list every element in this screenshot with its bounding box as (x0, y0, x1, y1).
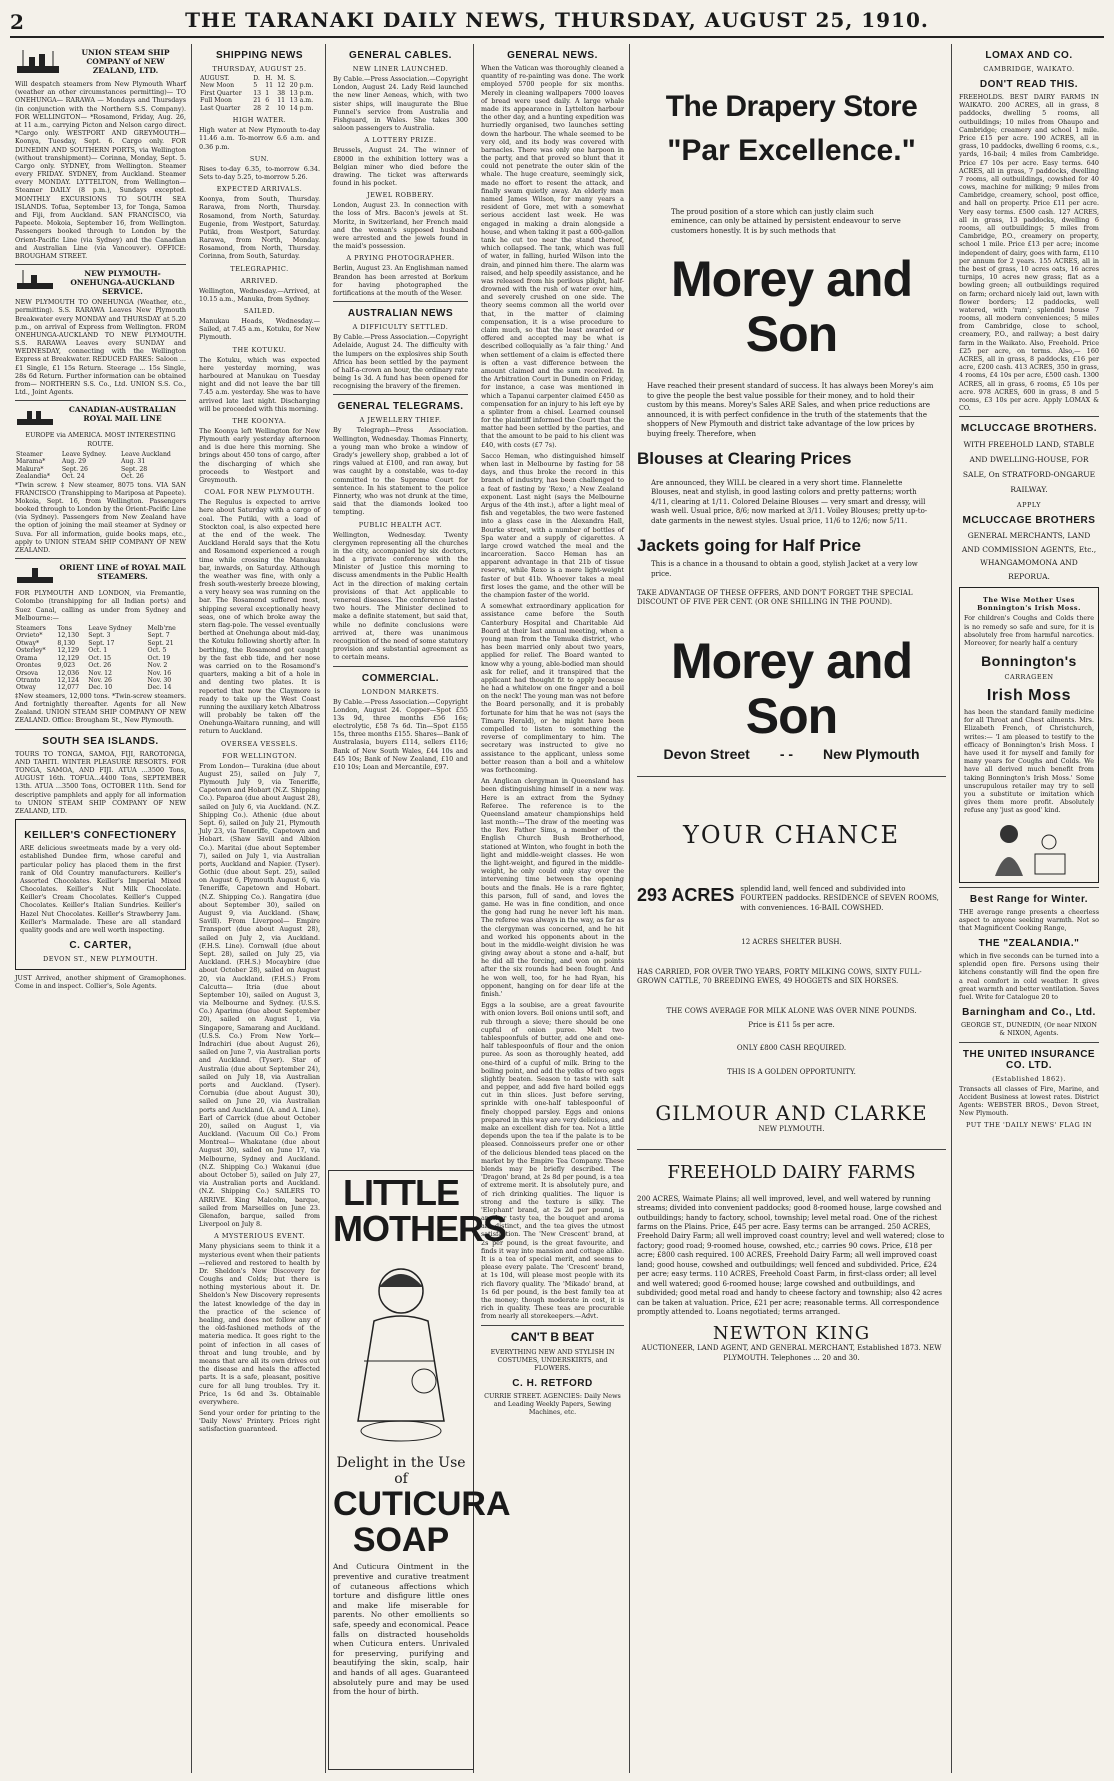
oversea-subheading: FOR WELLINGTON. (222, 751, 297, 760)
keiller-sign: C. CARTER, (69, 940, 132, 952)
table-cell: Oct. 26 (88, 662, 112, 670)
table-row (15, 640, 186, 647)
shelter-bush: 12 ACRES SHELTER BUSH. (741, 938, 842, 947)
table-cell: Zealandia* (16, 473, 51, 481)
keiller-ad (15, 819, 186, 970)
footer-flag-text: PUT THE 'DAILY NEWS' FLAG IN (966, 1121, 1092, 1130)
table-cell: H. (265, 75, 273, 82)
cuticura-ad (328, 1170, 511, 1770)
divider (333, 301, 468, 302)
health-heading: PUBLIC HEALTH ACT. (358, 520, 443, 529)
divider (637, 1149, 946, 1150)
divider (15, 729, 186, 730)
column-shipping-ads (10, 44, 192, 1773)
table-cell: Sept. 3 (88, 632, 111, 640)
table-cell: Leave Auckland (121, 450, 171, 458)
canadian-ad-text: EUROPE via AMERICA. MOST INTERESTING ROUTE. (25, 431, 176, 448)
np-ad-text: NEW PLYMOUTH TO ONEHUNGA (Weather, etc., permitting). S.S. RARAWA Leaves New Plymouth Breakwater every MONDAY and THURSDAY at 5.20 p.m., on arrival of Express from Wellington. FROM ONEHUNGA-AUCKLAND TO NEW PLYMOUTH. S.S. RARAWA Leaves every SUNDAY and WEDNESDAY, connecting with the Wellington Express at Breakwater. REDUCED FARES: Saloon ... £1 Single, £1 15s Return. Steerage ... 15s Single, 28s 6d Return. Further information can be obtained from— NORTHERN S.S. Co., Ltd. UNION S.S. Co., Ltd., Joint Agents. (15, 298, 186, 397)
mysterious-heading: A MYSTERIOUS EVENT. (214, 1232, 305, 1241)
average-text: THE COWS AVERAGE FOR MILK ALONE WAS OVER NINE POUNDS. (666, 1006, 917, 1015)
keiller-title: KEILLER'S CONFECTIONERY (24, 830, 177, 842)
cuticura-brand: CUTICURA SOAP (333, 1485, 511, 1559)
freehold-heading: FREEHOLD DAIRY FARMS (667, 1161, 916, 1183)
jackets-heading: Jackets going for Half Price (637, 536, 861, 556)
column-general-news (476, 44, 630, 1773)
united-insurance-heading: THE UNITED INSURANCE CO. LTD. (962, 1048, 1096, 1071)
table-row (199, 97, 320, 104)
jewel-text: London, August 23. In connection with the loss of Mrs. Bacon's jewels at St. Moritz, in Switzerland, her French maid and the woman's supposed husband were arrested and the jewels found in the maid's possession. (333, 201, 468, 251)
thief-text: By Telegraph—Press Association. Wellington, Wednesday. Thomas Finnerty, a young man who broke a window of Grady's jewellery shop, grabbed a lot of rings valued at £100, and ran away, but was caught by a constable, was to-day committed to the Supreme Court for sentence. In his statement to the police Finnerty, who was not drunk at the time, said that the diamonds looked too tempting. (333, 426, 468, 517)
general-news-text-3: A somewhat extraordinary application for assistance came before the South Canterbury Hospital and Charitable Aid Board at their last annual meeting, when a young man from the Temuka district, who has been married only about two years, applied for relief. The Board wanted to know why a young, able-bodied man should ask for relief, and it transpired that the applicant had thought fit to apply because he had a whitelow on one finger and a boil on the neck! The young man was not before the Board personally, and it is probably fortunate for him that he was not (says the Timaru Herald), or he might have been compelled to listen to something the reverse of complimentary to him. The secretary was instructed to give no assistance to the applicant, unless some better reason than a boil and a whitelow was forthcoming. (481, 602, 624, 774)
retford-address: CURRIE STREET. AGENCIES: Daily News and Leading Weekly Papers, Sewing Machines, etc. (484, 1392, 621, 1417)
general-news-text-5: Eggs a la soubise, are a great favourite with onion lovers. Boil onions until soft, and rub through a sieve; there should be one cupful of onion puree. Melt two tablespoonfuls of butter, add one and one-half tablespoonfuls of flour and the onion puree. As soon as thoroughly heated, add one-third of a cupful of milk. Bring to the boiling point, and add the yolks of two eggs slightly beaten. Season to taste with salt and pepper, and add five hard boiled eggs cut in thin slices. Just before serving, sprinkle with one-half tablespoonful of finely chopped parsley. Eggs and onions prepared in this way are very delicious, and make an excellent dish for tea. Not a little depends upon the tea if the palate is to be pleased. Connoisseurs prefer one or other of the delicious blended teas placed on the market by the Empire Tea Company. These blends may be briefly described. The 'Dragon' brand, at 2s 8d per pound, is a tea of extreme merit. It is absolutely pure, and of rich drinking qualities. The liquor is strong and the texture is silky. The 'Elephant' brand, at 2s 2d per pound, is another tasty tea, the bouquet and aroma are distinct, and the tea gives the utmost satisfaction. The 'New Crescent' brand, at 2s per pound, is the great favourite, and finds it way into mansion and cottage alike. It is a tea of special merit, and seems to please every palate. The 'Crescent' brand, at 1s 10d, will please most people with its rich flavory quality. The 'Mikado' brand, at 1s 6d per pound, is the best family tea at the money; though moderate in cost, it is rich in quality. These teas are procurable from nearly all storekeepers.—Advt. (481, 1001, 624, 1321)
table-cell: 28 (253, 104, 262, 112)
divider (333, 666, 468, 667)
mccluggage-apply: APPLY (1016, 501, 1042, 510)
divider (15, 264, 186, 265)
table-row (15, 647, 186, 654)
table-cell: S. (289, 75, 296, 82)
table-cell: Sept. 7 (147, 632, 170, 640)
newton-king-name: NEWTON KING (712, 1323, 871, 1345)
difficulty-heading: A DIFFICULTY SETTLED. (352, 323, 449, 332)
liner-heading: NEW LINER LAUNCHED. (352, 65, 449, 73)
divider (959, 416, 1099, 417)
canadian-sailings-table (15, 451, 186, 481)
table-cell: 11 (277, 97, 286, 105)
zealandia-heading: THE "ZEALANDIA." (978, 938, 1080, 950)
newton-king-text: AUCTIONEER, LAND AGENT, AND GENERAL MERCHANT, Established 1873. NEW PLYMOUTH. Telephones ... 20 and 30. (641, 1344, 942, 1362)
general-news-text-2: Sacco Heman, who distinguished himself when last in Melbourne by fasting for 58 days, and thus broke the record in this branch of industry, has been challenged to a feat of fasting by 'Rexo,' a New Zealand exponent. Last night (says the Melbourne Argus of the 4th inst.), after a light meal of fish and vegetables, the two were fastened into a glass case in the Alexandra Hall, Bourke street, with a number of bottles of Spa water and a supply of cigarettes. A large crowd watched the meal and the incarceration. Sacco Heman has an apparent advantage in that 21b of tissue reserve, while Rexo is a mere light-weight faster of but 41b. Whoever takes a meal first loses the game, and the other will be the champion faster of the world. (481, 451, 624, 599)
canadian-ad-title: CANADIAN-AUSTRALIAN ROYAL MAIL LINE (68, 405, 177, 424)
table-row (15, 670, 186, 677)
expected-text: Koonya, from South, Thursday. Rarawa, from North, Thursday. Rosamond, from North, Saturday. Eugenie, from Westport, Saturday. Putiki, from Westport, Saturday. Rarawa, from North, Monday. Rosamond, from North, Thursday. Corinna, from South, Saturday. (199, 195, 320, 261)
table-cell: 9,023 (57, 662, 76, 670)
table-cell: 12,129 (57, 647, 80, 655)
table-row (15, 473, 186, 480)
table-cell: Orvieto* (16, 632, 43, 640)
table-cell: Nov. 16 (147, 669, 172, 677)
table-cell: 20 p.m. (289, 82, 314, 90)
address-separator: - - (779, 745, 794, 762)
koonya-text: The Koonya left Wellington for New Plymouth early yesterday afternoon and is due here this morning. She brings about 450 tons of cargo, after the discharging of which she proceeds to Westport and Greymouth. (199, 426, 320, 484)
arrived-text: Wellington, Wednesday.—Arrived, at 10.15 a.m., Manuka, from Sydney. (199, 286, 320, 303)
table-cell: 12 (277, 82, 286, 90)
shipping-date: THURSDAY, AUGUST 25. (212, 65, 307, 73)
table-cell: Aug. 31 (121, 458, 146, 466)
coal-text: The Regulus is expected to arrive here about Saturday with a cargo of coal. The Putiki, with a load of Stockton coal, is also expected here at the end of the week. The Auckland Herald says that the Kotu and Rosamond experienced a rough time while crossing the Manukau bar, inwards, on Saturday. Although the weather was fine, with only a fresh south-westerly breeze blowing, a very heavy sea was running on the bar. The Rosamond suffered most, shipping several exceptionally heavy seas, one of which broke away the stern flag-pole. The vessel eventually berthed at Onehunga about mid-day, the Kotuku following shortly after. In berthing, the Rosamond got caught by the fast ebb tide, and her nose was carried on to the Rosamond's quarters, making a bit of a hole in and denting two plates. It is reported that now the Claymore is ready to take up the West Coast running the auxiliary ketch Albatross will probably be taken off the Onehunga-Waitara running, and will return to Auckland. (199, 498, 320, 736)
retford-name: C. H. RETFORD (512, 1378, 593, 1390)
range-heading: Best Range for Winter. (969, 893, 1089, 905)
divider (959, 887, 1099, 888)
lomax-heading: LOMAX AND CO. (985, 50, 1073, 61)
lomax-sub: CAMBRIDGE, WAIKATO. (983, 65, 1075, 73)
table-cell: Oct. 1 (88, 647, 108, 655)
table-header-row (15, 625, 186, 632)
mccluggage-heading-2: MCLUCCAGE BROTHERS (962, 515, 1096, 527)
column-land-ads (954, 44, 1104, 1773)
steamship-icon (15, 563, 55, 587)
table-row (199, 90, 320, 97)
table-cell: Last Quarter (200, 104, 241, 112)
acres-text: splendid land, well fenced and subdivided into FOURTEEN paddocks. RESIDENCE of SEVEN ROOMS, with conveniences. 16-BAIL COWSHED. (740, 884, 939, 912)
table-cell: Melb'rne (147, 624, 176, 632)
table-cell: Orontes (16, 662, 42, 670)
table-cell: 6 (265, 97, 270, 105)
moss-top: The Wise Mother Uses Bonnington's Irish Moss. (977, 596, 1081, 613)
new-plymouth: New Plymouth (823, 745, 920, 762)
mccluggage-text: WITH FREEHOLD LAND, STABLE AND DWELLING-HOUSE, FOR SALE, On STRATFORD-ONGARUE RAILWAY. (962, 440, 1096, 495)
table-cell: Dec. 14 (147, 684, 172, 692)
table-cell: Oct. 19 (147, 654, 171, 662)
general-telegrams-heading: GENERAL TELEGRAMS. (337, 401, 464, 413)
sailed-text: Manukau Heads, Wednesday.—Sailed, at 7.45 a.m., Kotuku, for New Plymouth. (199, 317, 320, 342)
united-text: Transacts all classes of Fire, Marine, and Accident Business at lowest rates. District Agents: WEBSTER BROS., Devon Street, New Plymouth. (959, 1084, 1099, 1118)
divider (15, 400, 186, 401)
canadian-ad-notes: *Twin screw. ‡ New steamer, 8075 tons. VIA SAN FRANCISCO (Transhipping to Mariposa at Papeete). Mokoia, Sept. 16, from Wellington. Passengers booked through to London by the Orient-Pacific Line (via Sydney). Passengers from New Zealand have the option of joining the mail steamer at Sydney or Suva. For all information, guide books maps, etc., apply to UNION STEAM SHIP COMPANY OF NEW ZEALAND. (15, 480, 186, 554)
photographer-text: Berlin, August 23. An Englishman named Brandon has been arrested at Borkum for having photographed the fortifications at the mouth of the Weser. (333, 264, 468, 297)
table-cell: 12,130 (57, 632, 80, 640)
barningham-address: GEORGE ST., DUNEDIN, (Or near NIXON & NIXON, Agents. (960, 1021, 1098, 1038)
golden-text: THIS IS A GOLDEN OPPORTUNITY. (727, 1067, 856, 1076)
table-cell: 12,129 (57, 654, 80, 662)
table-cell: Osterley* (16, 647, 46, 655)
gilmour-address: NEW PLYMOUTH. (758, 1125, 825, 1134)
union-ad-header (15, 48, 186, 78)
keiller-address: DEVON ST., NEW PLYMOUTH. (43, 955, 158, 964)
zealandia-text: which in five seconds can be turned into a splendid open fire. Persons using their kitchens constantly will find the open fire a real comfort in cold weather. It gives great warmth and better ventilation. Saves fuel. Write for Catalogue 20 to (959, 952, 1099, 1001)
table-cell: Aug. 29 (61, 458, 87, 466)
arrived-heading: ARRIVED. (240, 276, 279, 285)
sailed-heading: SAILED. (243, 307, 276, 315)
table-cell: Sept. 28 (121, 465, 148, 473)
jackets-text: This is a chance in a thousand to obtain a good, stylish Jacket at a very low price. (651, 560, 918, 578)
steamship-icon (15, 269, 55, 293)
gramophone-ad: JUST Arrived, another shipment of Gramophones. Come in and inspect. Collier's, Sole Agents. (15, 974, 186, 991)
telegraphic-heading: TELEGRAPHIC. (230, 264, 289, 273)
cuticura-text: And Cuticura Ointment in the preventive and curative treatment of cutaneous affections which torture and disfigure little ones and make life miserable for parents. No other emollients so safe, speedy and economical. Peace falls on distracted households when Cuticura enters. Unrivaled for preserving, purifying and beautifying the skin, scalp, hair and hands of all ages. Guaranteed absolutely pure and may be used from the hour of birth. (333, 1562, 469, 1697)
orient-ad-header (15, 563, 186, 587)
cant-be-beat-text: EVERYTHING NEW AND STYLISH IN COSTUMES, UNDERSKIRTS, and FLOWERS. (490, 1347, 615, 1372)
liner-text: By Cable.—Press Association.—Copyright London, August 24. Lady Reid launched the new liner Aeneas, which, with two sister ships, will inaugurate the Blue Funnel's service from Australia and Fishguard, in Wales. She takes 300 saloon passengers to Australia. (333, 75, 468, 133)
lottery-heading: A LOTTERY PRIZE. (364, 136, 437, 145)
oversea-heading: OVERSEA VESSELS. (220, 739, 299, 748)
drapery-intro: The proud position of a store which can justly claim such eminence, can only be attained by persistent endeavour to serve customers honestly. It is by such methods that (671, 208, 901, 235)
south-sea-text: TOURS TO TONGA, SAMOA, FIJI, RAROTONGA, AND TAHITI. WINTER PLEASURE RESORTS. FOR TONGA, SAMOA, AND FIJI. ATUA ...3500 Tons, AUGUST 16th. TOFUA...4400 Tons, SEPTEMBER 13th. ATUA ...3500 Tons, OCTOBER 11th. Send for descriptive pamphlets and apply for all information to UNION STEAM SHIP COMPANY OF NEW ZEALAND, LTD. (15, 749, 186, 815)
table-cell: 12,124 (57, 677, 80, 684)
union-ad-title: UNION STEAM SHIP COMPANY of NEW ZEALAND, LTD. (81, 48, 170, 75)
moss-name: Irish Moss (986, 687, 1072, 705)
table-cell: Nov. 30 (147, 677, 172, 684)
moss-text: has been the standard family medicine for all Throat and Chest ailments. Mrs. Elizabeth French, of Christchurch, writes:— 'I am pleased to testify to the efficacy of Bonnington's Irish Moss. I have used it for myself and family for many years for Coughs and Colds. We have all derived much benefit from taking Bonnington's Irish Moss.' Some unscrupulous retailer may try to sell you a substitute or imitation which gives them more profit. Absolutely refuse any 'just as good' kind. (964, 708, 1094, 815)
lottery-text: Brussels, August 24. The winner of £8000 in the exhibition lottery was a Belgian miner who died before the drawing. The ticket was afterwards found in his pocket. (333, 146, 468, 188)
photographer-heading: A PRYING PHOTOGRAPHER. (346, 254, 455, 263)
cuticura-sub: Delight in the Use of (336, 1455, 466, 1487)
acres-row (637, 885, 946, 918)
health-text: Wellington, Wednesday. Twenty clergymen representing all the churches in the city, accompanied by six doctors, had a private conference with the Minister of Justice this morning to discuss amendments in the Public Health Act in the direction of making certain provisions of that Act applicable to venereal diseases. The conference lasted two hours. The Minister declined to make a definite statement, but said that, while no definite conclusions were arrived at, there was unanimous recognition of the need of some statutory provision and substantial agreement as to certain means. (333, 530, 468, 662)
table-cell: Makura* (16, 465, 44, 473)
kotuku-text: The Kotuku, which was expected here yesterday morning, was harboured at Manukau on Tuesday night and did not leave the bar till 7.45 a.m. yesterday. She was to have arrived late last night. Discharging will be proceeded with this morning. (199, 355, 320, 413)
divider (959, 1042, 1099, 1043)
general-cables-heading: GENERAL CABLES. (349, 50, 452, 61)
table-cell: 12,036 (57, 669, 80, 677)
table-cell: Steamer (16, 450, 43, 458)
keiller-text: ARE delicious sweetmeats made by a very old-established Dundee firm, whose careful and particular policy has placed them in the first rank of Old Country manufacturers. Keiller's Assorted Chocolates. Keiller's Imperial Mixed Chocolates. Keiller's Nut Milk Chocolate. Keiller's Cream Chocolates. Keiller's Cupped Chocolates. Keiller's Italian Sundries. Keiller's Hazel Nut Chocolates. Keiller's Strawberry Jam. Keiller's Marmalade. These are all standard quality goods and are well worth inspecting. (20, 844, 181, 934)
table-cell: 8,130 (57, 639, 76, 647)
barningham-name: Barningham and Co., Ltd. (962, 1007, 1096, 1019)
table-cell: Sept. 17 (88, 639, 115, 647)
table-cell: Otway* (16, 639, 40, 647)
lomax-text: FREEHOLDS. BEST DAIRY FARMS IN WAIKATO. 200 ACRES, all in grass, 8 paddocks, dwelling 5 rooms, all outbuildings; 10 miles from Ohaupo and Cambridge; creamery and school 1 mile. Price £15 per acre. 190 ACRES, all in grass, 10 paddocks, dwelling 6 rooms, c.s., yards, 16-bail; 4 miles from Cambridge. Price £7 10s per acre. Easy terms. 640 ACRES, all in grass, 7 paddocks, dwelling 7 rooms, all outbuildings, cowshed for 40 cows, machine for milking; 9 miles from Cambridge, creamery, school, post office, and hall on property. Price £11 per acre. Very easy terms. £500 cash. 127 ACRES, all in grass, 13 paddocks, dwelling 6 rooms, all outbuildings; 5 miles from Cambridge, P.O., creamery on property, school 1 mile. Price £13 per acre; income independent of dairy, goes with farm, £110 per annum for 2 years. 155 ACRES, all in the best of grass, 10 acres oats, 16 acres turnips, 10 acres new grass; flat as a bowling green; all outbuildings required on farm; orchard nicely laid out, lawn with flower borders; 12 paddocks, well watered, with 'ram'; splendid house 7 rooms, all modern conveniences; 5 miles from Cambridge, close to school, creamery, P.O., and railway; a best dairy farm in the Waikato. Also, Freehold. Price £25 per acre, on terms. Also,— 160 ACRES, all in grass, 8 paddocks, £16 per acre, £200 cash. 413 ACRES, 350 in grass, 4 rooms, £4 10s per acre, £500 cash. 1300 ACRES, all in grass, 6 rooms, £5 10s per acre. 978 ACRES, 600 in grass, 8 and 5 rooms, £3 10s per acre. Apply LOMAX & CO. (959, 93, 1099, 413)
par-excellence-headline: "Par Excellence." (667, 134, 916, 167)
table-cell: 14 p.m. (289, 104, 314, 112)
mysterious-text: Many physicians seem to think it a mysterious event when their patients—relieved and restored to health by Dr. Sheldon's New Discovery for Coughs and Colds; but there is nothing mysterious about it. Dr. Sheldon's New Discovery represents the latest knowledge of the day in the practice of the science of healing, and does not follow any of the old-fashioned methods of the materia medica. It goes right to the point of infection in all cases of throat and lung trouble, and by means that are all its own drives out the disease and heals the affected parts. It is a safe, pleasant, positive cure for all lung troubles. Try it. Price, 1s 6d and 3s. Obtainable everywhere. (199, 1242, 320, 1406)
farms-text: 200 ACRES, Waimate Plains; all well improved, level, and well watered by running streams; divided into convenient paddocks; good 8-roomed house, large cowshed and outbuildings; handy to factory, school, township; level metal road. One of the richest farms on the Plains. Price, £45 per acre. Easy terms can be arranged. 250 ACRES, Freehold Dairy Farm; all well improved coast country; level and well watered; close to factory; good road; 9-roomed house, cowshed, etc.; carries 90 cows. Price, £18 per acre; £800 cash required. 100 ACRES, Freehold Dairy Farm; all well improved coast land; good house, cowshed and outbuildings; well fenced and subdivided. Price, £24 per acre; easy terms. 110 ACRES, Freehold Coast Farm, in first-class order; all level and well watered; good 6-roomed house; large cowshed and outbuildings, and subdivided; good metal road and handy to cheese factory and township; also 42 acres can be taken at valuation. Price, £21 per acre; reasonable terms. All correspondence promptly attended to. Loans negotiated; terms arranged. (637, 1194, 945, 1316)
commercial-heading: COMMERCIAL. (361, 672, 440, 684)
general-news-heading: GENERAL NEWS. (507, 50, 598, 61)
table-header-row (199, 75, 320, 82)
australian-news-heading: AUSTRALIAN NEWS (347, 308, 454, 320)
table-cell: 13 p.m. (289, 89, 314, 97)
jewel-heading: JEWEL ROBBERY. (367, 191, 434, 200)
table-cell: Oct. 26 (121, 473, 144, 481)
table-cell: 12,077 (57, 684, 80, 692)
divider (15, 558, 186, 559)
table-cell: Nov. 12 (88, 669, 112, 677)
table-cell: Marama* (16, 458, 46, 466)
steamship-icon (15, 405, 55, 429)
table-cell: Nov. 26 (88, 677, 112, 684)
london-markets-text: By Cable.—Press Association.—Copyright London, August 24. Copper—Spot £55 13s 9d, three months £56 16s; electrolytic, £58 7s 6d. Tin—Spot £155 15s, three months £155. Shares—Bank of Australasia, buyers £114, sellers £116; Bank of New South Wales, £44 10s and £45 10s; Bank of New Zealand, £10 and £10 10s; Loan and Mercantile, £97. (333, 697, 468, 771)
oversea-text: From London— Turakina (due about August 25), sailed on July 7, Plymouth July 9, via Teneriffe, Capetown and Hobart (N.Z. Shipping Co.). Paparoa (due about August 28), sailed on July 6, via Auckland. (N.Z. Shipping Co.). Athenic (due about Sept. 6), sailed on July 21, Plymouth July 23, via Teneriffe, Capetown and Hobart. (Shaw Savill and Albion Co.). Maritai (due about September 7), sailed on July 1, via Australian ports, Auckland and Napier. (Tyser). Gothic (due about Sept. 25), sailed on August 6, Plymouth August 6, via Teneriffe, Capetown and Hobart. (N.Z. Shipping Co.). Rangatira (due about September 30), sailed on August 9, via Auckland. (Shaw, Savill). From Liverpool— Empire Transport (due about August 28), sailed on July 2, via Auckland. (F.H.S. Line). Cornwall (due about Sept. 28), sailed on July 25, via Auckland. (F.H.S.) Mocaybire (due about October 28), sailed on August 20, via Auckland. (F.H.S.) From Calcutta— Itria (due about September 10), sailed on August 3, via Melbourne and Sydney. (U.S.S. Co.) Aparima (due about September 20), sailed on August 1, via Singapore, Samarang and Auckland. (U.S.S. Co.) From New York— Indrachiri (due about August 26), sailed on June 7, via Australian ports and Auckland. (Tyser). Star of Australia (due about September 24), sailed on July 18, via Australian ports and Auckland. (Tyser). Cornubia (due about August 30), sailed on June 20, via Australian ports and Auckland. (A. and A. Line). Earl of Carrick (due about October 20), sailed on August 1, via Auckland. (Vacuum Oil Co.) From Montreal— Whakatane (due about August 30), sailed on June 17, via Melbourne, Sydney and Auckland. (N.Z. Shipping Co.) Wakanui (due about October 5), sailed on July 27, via Australian ports and Auckland. (N.Z. Shipping Co.) SAILERS TO ARRIVE. King Malcolm, barque, sailed from Marseilles on June 23. Glenafon, barque, sailed from Liverpool on July 8. (199, 761, 320, 1229)
morey-address (637, 746, 946, 762)
canadian-ad-header (15, 405, 186, 429)
moss-brand: Bonnington's (981, 653, 1077, 670)
carried-text: HAS CARRIED, FOR OVER TWO YEARS, FORTY MILKING COWS, SIXTY FULL-GROWN CATTLE, 70 BREEDING EWES, 49 HOGGETS and SIX HORSES. (637, 967, 922, 986)
table-cell: 13 a.m. (289, 97, 314, 105)
table-cell: Oct. 5 (147, 647, 167, 655)
divider (637, 776, 946, 777)
morey-reached-text: Have reached their present standard of success. It has always been Morey's aim to give the people the best value possible for their money, and to hold their custom by this means. Morey's Sales ARE Sales, and when price reductions are announced, it is with perfect confidence in the truth of the statements that the shoppers of New Plymouth and district take advantage of the low prices by buying freely. Therefore, when (647, 382, 934, 438)
table-row (15, 466, 186, 473)
discount-text: TAKE ADVANTAGE OF THESE OFFERS, AND DON'T FORGET THE SPECIAL DISCOUNT OF FIVE PER CENT. (OR ONE SHILLING IN THE POUND). (637, 589, 913, 607)
orient-ad-text: FOR PLYMOUTH AND LONDON, via Fremantle, Colombo (transhipping for all Indian ports) and Suez Canal, calling as under from Sydney and Melbourne:— (15, 589, 186, 622)
table-row (199, 105, 320, 112)
dont-read-this: DON'T READ THIS. (979, 79, 1079, 90)
blouses-heading: Blouses at Clearing Prices (637, 448, 852, 468)
table-cell: 2 (265, 104, 270, 112)
acres-figure: 293 ACRES (637, 884, 735, 905)
table-cell: Sept. 26 (61, 465, 88, 473)
table-cell: Tons (57, 624, 72, 632)
child-illustration (334, 1251, 468, 1451)
masthead (10, 8, 1104, 38)
united-established: (Established 1862). (992, 1074, 1066, 1083)
mother-child-illustration (965, 818, 1093, 878)
cash-text: ONLY £800 CASH REQUIRED. (736, 1044, 847, 1053)
divider (481, 1325, 624, 1326)
np-ad-header (15, 269, 186, 296)
moss-sub: CARRAGEEN (1004, 673, 1054, 682)
cant-be-beat-headline: CAN'T B BEAT (510, 1329, 595, 1344)
difficulty-text: By Cable.—Press Association.—Copyright Adelaide, August 24. The difficulty with the lumpers on the explosives ship South Africa has been settled by the payment of half-a-crown an hour, the ordinary rate being 1s 3d. A fund has been opened for recognising the bravery of the firemen. (333, 333, 468, 391)
shipping-news-heading: SHIPPING NEWS (215, 50, 304, 61)
printery-text: Send your order for printing to the 'Daily News' Printery. Prices right satisfaction guaranteed. (199, 1409, 320, 1434)
table-cell: 38 (277, 89, 286, 97)
table-cell: M. (277, 75, 286, 82)
table-cell: Leave Sydney (88, 624, 132, 632)
steamship-icon (15, 48, 61, 78)
mccluggage-heading: MCLUCCAGE BROTHERS. (960, 423, 1098, 435)
table-row (15, 684, 186, 691)
devon-street: Devon Street (663, 745, 750, 762)
page-number: 2 (10, 10, 24, 34)
table-row (15, 677, 186, 684)
high-water-text: High water at New Plymouth to-day 11.46 a.m. To-morrow 6.6 a.m. and 0.36 p.m. (199, 126, 320, 151)
table-cell: 10 (277, 104, 286, 112)
table-cell: Orsova (16, 669, 39, 677)
table-cell: 13 (253, 89, 262, 97)
general-news-text-1: When the Vatican was thoroughly cleaned a quantity of re-painting was done. The work employed 5700 people for six months. Merely in cleaning wallpapers 7000 loaves of bread were used daily. A large whale made its appearance in Lyttelton harbour the other day, and a hunting expedition was hurriedly organised, two launches setting down the harbour. The whale seemed to be very old, and its body was covered with barnacles. There was only one harpoon in the party, and that proved so blunt that it could not penetrate the outer skin of the whale. The huge creature, seemingly sick, made no effort to resent the attack, and finally swam quietly away. An elderly man named James Wilson, for many years a resident of Gore, met with a somewhat serious accident last week. He was engaged in making a drain alongside a house, and when taking it past a 600-gallon tank he cut too near the stand thereof, which collapsed. The tank, which was full of water, in falling, hurled Wilson into the drain, and pinned him there. The alarm was raised, and help speedily assistance, and he was released from his perilous plight, half-drowned with the rush of water over him, and severely crushed on one side. The theory seems common all the world over that, in the matter of claiming compensation, it is a wise procedure to claim much, so that the least awarded or offered and accepted may be what is described colloquially as 'a fair thing.' And when settlement of a claim is effected there is often a vast difference between the amount claimed and the sum received. In the Arbitration Court in Dunedin on Friday, for instance, a case was mentioned in which a Tapanui carpenter claimed £450 as compensation for an injury to his left eye by a splinter from a chisel. Learned counsel for the plaintiff informed the Court that the matter had been settled by the parties, and that the amount to be paid to his client was £40, with costs (£7 7s). (481, 64, 624, 449)
london-markets-heading: LONDON MARKETS. (361, 687, 440, 696)
morey-and-son-second-headline: Morey and Son (670, 632, 913, 744)
orient-ad-title: ORIENT LINE of ROYAL MAIL STEAMERS. (59, 563, 186, 582)
table-cell: Otranto (16, 677, 41, 684)
south-sea-title: SOUTH SEA ISLANDS. (42, 735, 159, 747)
kotuku-heading: THE KOTUKU. (232, 345, 287, 354)
orient-sailings-table (15, 625, 186, 692)
newspaper-title: THE TARANAKI DAILY NEWS, THURSDAY, AUGUST 25, 1910. (185, 8, 929, 32)
divider (333, 394, 468, 395)
thief-heading: A JEWELLERY THIEF. (359, 416, 442, 425)
table-row (15, 632, 186, 639)
gilmour-clarke-name: GILMOUR AND CLARKE (655, 1101, 928, 1126)
table-cell: Sept. 21 (147, 639, 174, 647)
column-shipping-news (194, 44, 326, 1773)
table-cell: Nov. 2 (147, 662, 168, 670)
table-cell: 5 (253, 82, 258, 90)
table-cell: New Moon (200, 82, 235, 90)
table-cell: Otway (16, 684, 37, 692)
table-row (15, 662, 186, 669)
your-chance-headline: YOUR CHANCE (683, 820, 900, 849)
np-ad-title: NEW PLYMOUTH-ONEHUNGA-AUCKLAND SERVICE. (70, 269, 175, 297)
range-text: THE average range presents a cheerless aspect to anyone seeking warmth. Not so that Magnificent Cooking Range, (959, 907, 1099, 932)
koonya-heading: THE KOONYA. (232, 416, 287, 425)
table-cell: Leave Sydney. (61, 450, 107, 458)
drapery-store-headline: The Drapery Store (665, 90, 918, 123)
table-cell: Orama (16, 654, 38, 662)
sun-heading: SUN. (249, 154, 270, 163)
table-header-row (15, 451, 186, 458)
union-ad-text: Will despatch steamers from New Plymouth Wharf (weather an other circumstances permitting)— TO ONEHUNGA— RARAWA — Mondays and Thursdays (in conjunction with the Northern S.S. Company). FOR WELLINGTON— *Rosamond, Friday, Aug. 26, at 11 a.m., carrying Picton and Nelson cargo direct. *Cargo only. WESTPORT AND GREYMOUTH— Koonya, Tuesday, Sept. 6. Cargo only. FOR DUNEDIN AND SOUTHERN PORTS, via Wellington (without transhipment)— Corinna, Monday, Sept. 5. Cargo only. SYDNEY, from Wellington. Steamer every FRIDAY. SYDNEY, from Auckland. Steamer every MONDAY. LYTTELTON, from Wellington— Steamer DAILY (8 p.m.), Sundays excepted. MONTHLY EXCURSIONS TO SOUTH SEA ISLANDS. Tofua, September 13, for Tonga, Samoa and Fiji, from Auckland. SAN FRANCISCO, via Papeete. Mokoia, September 16, from Wellington. Passengers booked through to London by the Orient-Pacific Line (via Sydney) and the Canadian and Australian Line (via Vancouver). OFFICE: BROUGHAM STREET. (15, 80, 186, 260)
price-text: Price is £11 5s per acre. (748, 1020, 835, 1029)
cuticura-headline: LITTLE MOTHERS (333, 1172, 506, 1249)
table-cell: D. (253, 75, 260, 82)
irish-moss-ad (959, 587, 1099, 882)
table-row (199, 82, 320, 89)
table-cell: Dec. 10 (88, 684, 113, 692)
table-cell: 21 (253, 97, 262, 105)
table-row (15, 458, 186, 465)
table-cell: Full Moon (200, 97, 232, 105)
expected-heading: EXPECTED ARRIVALS. (216, 185, 303, 194)
moss-small: For children's Coughs and Colds there is no remedy so safe and sure, for it is absolutely free from harmful narcotics. Moreover, for nearly half a century (964, 614, 1094, 647)
table-cell: First Quarter (200, 89, 242, 97)
blouses-text: Are announced, they WILL be cleared in a very short time. Flannelette Blouses, neat and stylish, in good lasting colors and pretty patterns; worth 4/11, clearing at 1/11. Colored Delaine Blouses — very smart and dressy, will wash well. Usual price, 8/6; now marked at 3/11. Voiley Blouses; pretty up-to-date garments in the newest styles. Usual price, 11/6 to 12/6; now 5/11. (651, 478, 928, 525)
table-cell: Oct. 24 (61, 473, 85, 481)
table-cell: AUGUST. (200, 75, 230, 82)
table-cell: 1 (265, 89, 270, 97)
mccluggage-text-2: GENERAL MERCHANTS, LAND AND COMMISSION AGENTS, Etc., WHANGAMOMONA AND REPORUA. (961, 531, 1097, 581)
moon-table (199, 75, 320, 112)
orient-ad-notes: ‡New steamers, 12,000 tons. *Twin-screw steamers. And fortnightly thereafter. Agents for all New Zealand. UNION STEAM SHIP COMPANY OF NEW ZEALAND. Office: Brougham St., New Plymouth. (15, 691, 186, 725)
high-water-heading: HIGH WATER. (232, 116, 287, 125)
table-cell: Oct. 15 (88, 654, 112, 662)
general-news-text-4: An Anglican clergyman in Queensland has been distinguishing himself in a new way. Here is an extract from the Sydney Referee. The reference is to the Queensland amateur championships held last month:—'The draw of the meeting was the Rev. Father Sims, a member of the English Church Bush Brotherhood, stationed at Winton, who fought in both the light and middle-weight classes. He won the light-weight, and figured in the middle-weight, he only could only stay over the intervening time between the opening bouts and the finals. He is a rare fighter, this parson, full of sand, and loves the game. He was in fine condition, and once the gong had rung he never left his man. The referee was always in the way, as far as the clergyman was concerned, and he hit and worked his opponents about in the bout in the middle-weight division he was giving away about a stone and a-half, but he did all the forcing, and won on points after the six rounds had been fought. And he won well, too, for he had Ryan, his opponent, hanging on for dear life at the finish.' (481, 777, 624, 998)
table-row (15, 655, 186, 662)
table-cell: Steamers (16, 624, 46, 632)
column-morey-ad (632, 44, 952, 1773)
table-cell: 11 (265, 82, 274, 90)
sun-text: Rises to-day 6.35, to-morrow 6.34. Sets to-day 5.25, to-morrow 5.26. (199, 164, 320, 181)
coal-heading: COAL FOR NEW PLYMOUTH. (204, 488, 315, 497)
morey-and-son-headline: Morey and Son (670, 251, 913, 363)
